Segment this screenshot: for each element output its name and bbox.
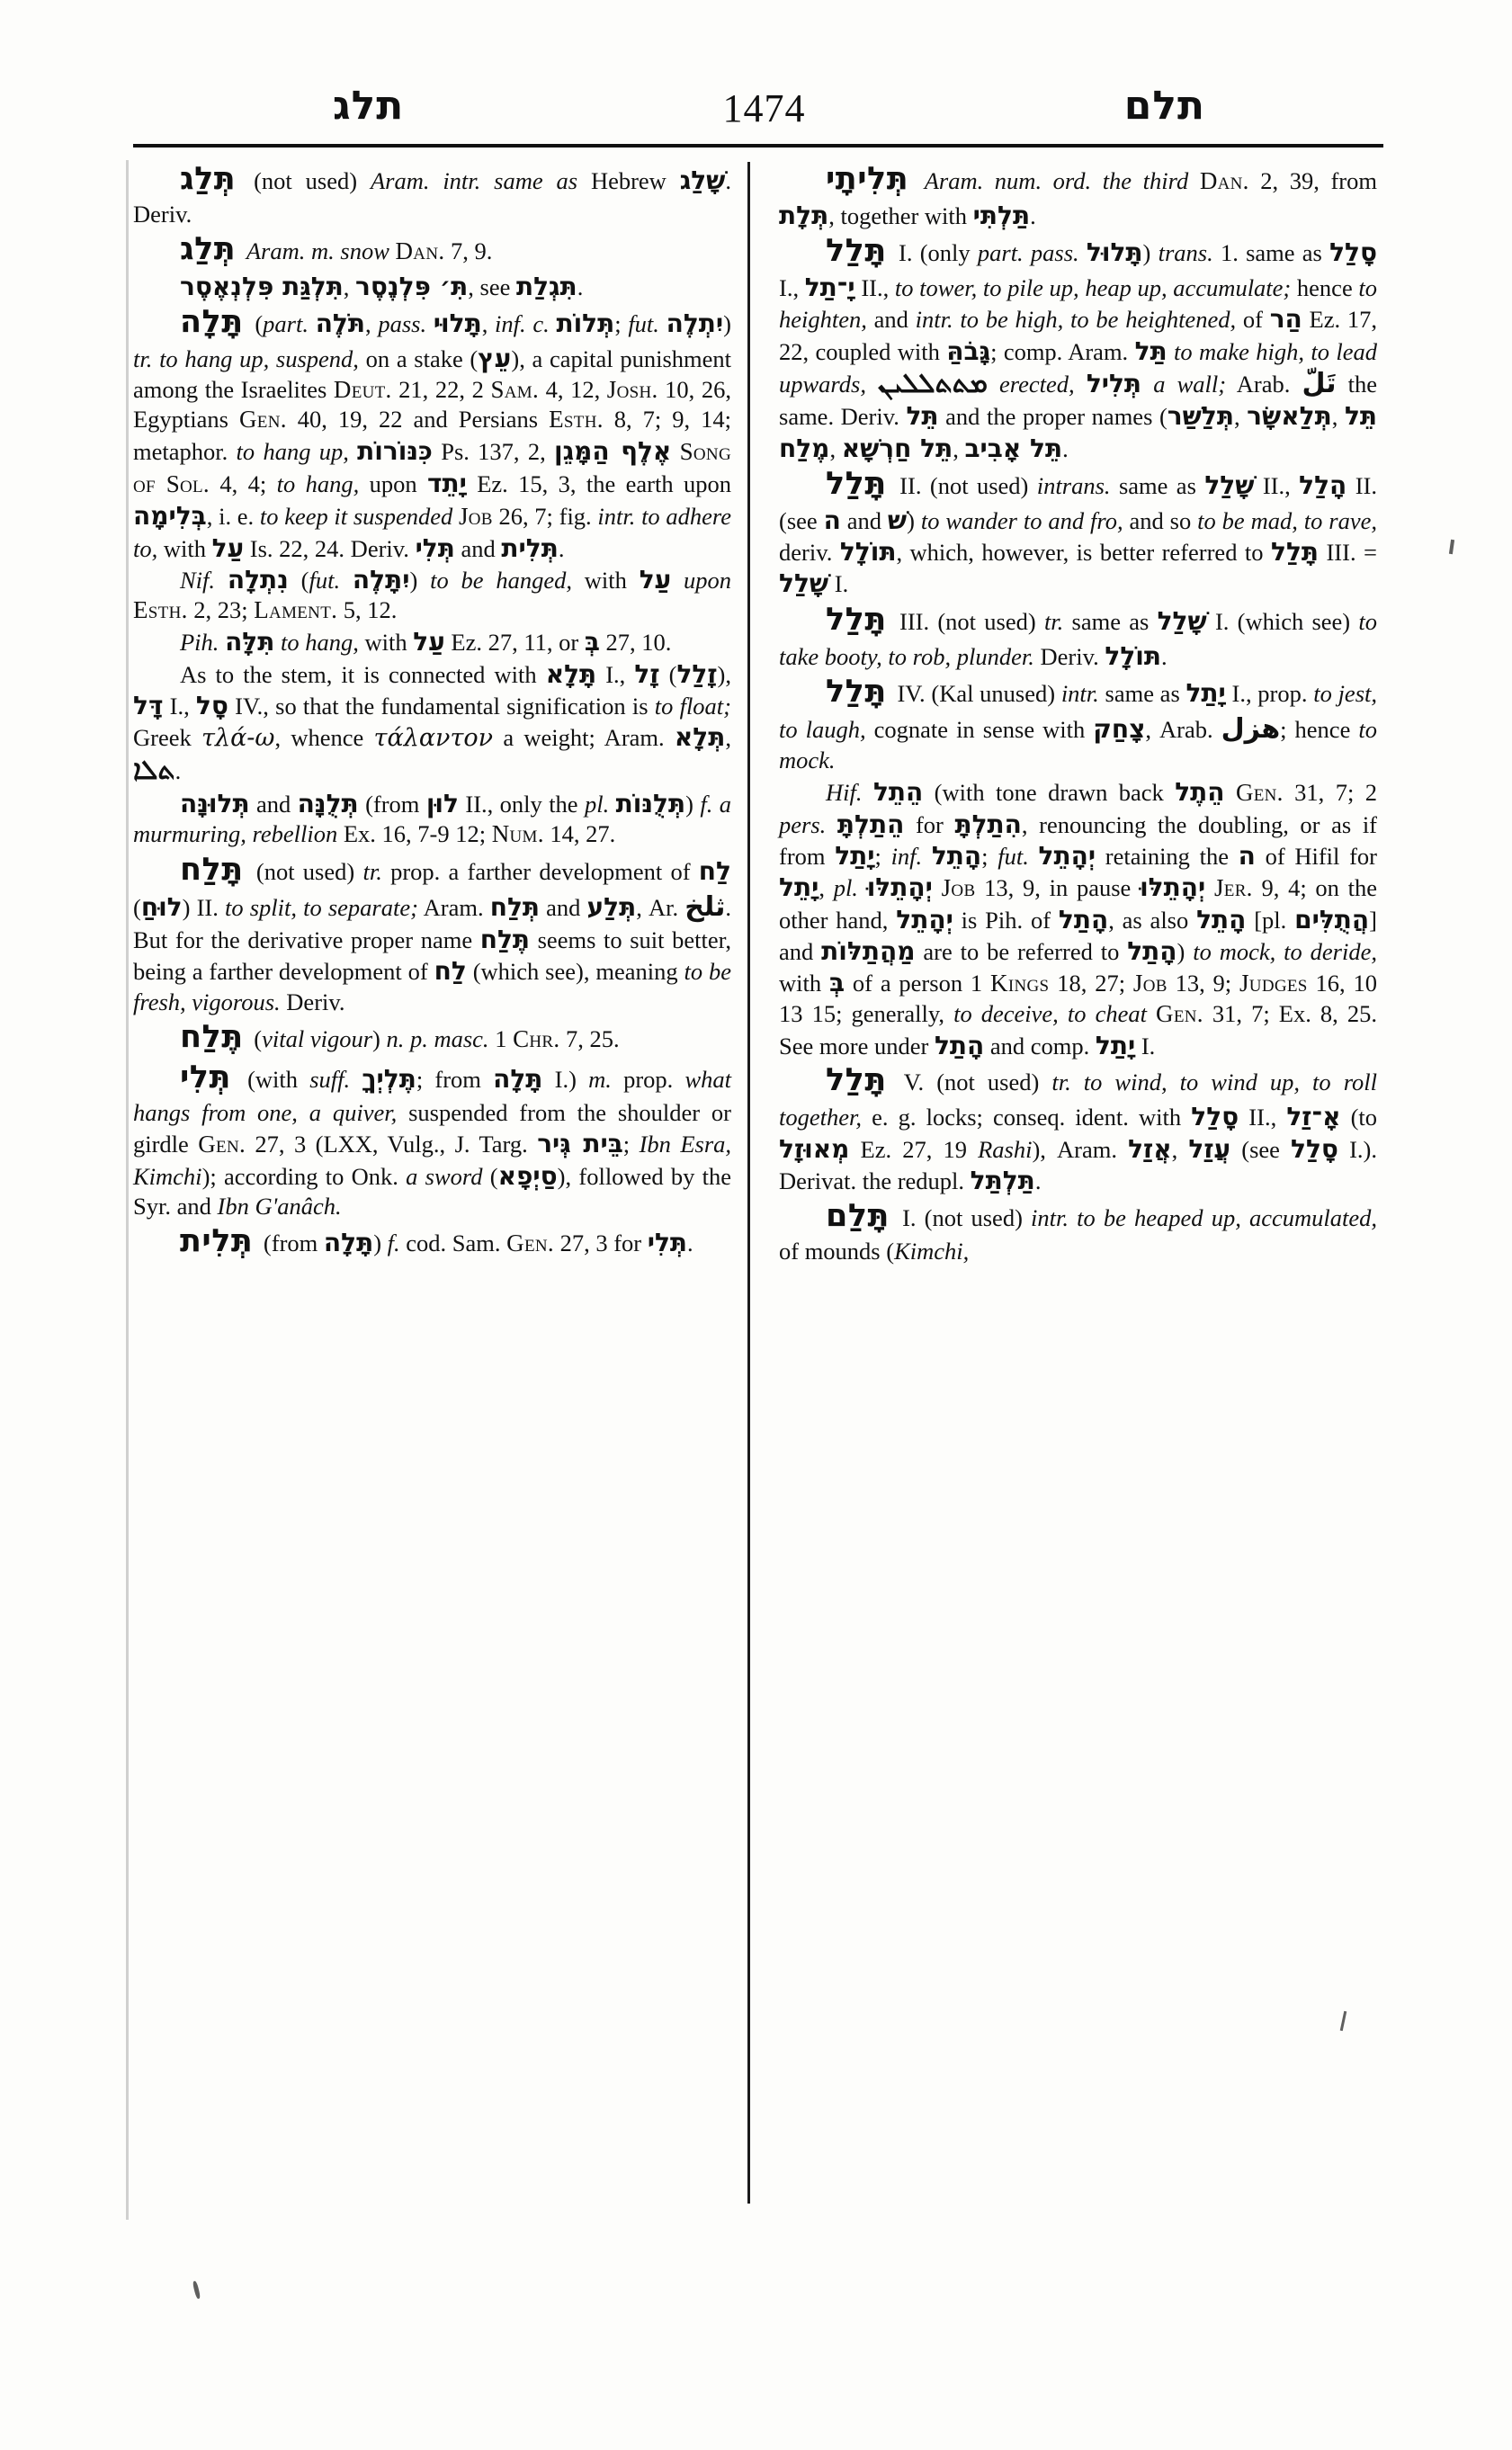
dictionary-entry: תָּלַל V. (not used) tr. to wind, to wind up, to roll together, e. g. locks; conseq. ident. with סָלַל II., אָ־זַל (to מְאוּזָל Ez. 27, 19 Rashi), Aram. אֲזַל, עֲזַל (see סָלַל I.). Derivat. the redupl. תַּלְתַּל. <box>779 1062 1378 1195</box>
dictionary-entry: תְּלִית (from תָּלָה) f. cod. Sam. Gen. 27, 3 for תְּלִי. <box>180 1223 693 1260</box>
dictionary-entry: תְּלַג Aram. m. snow Dan. 7, 9. <box>180 231 493 268</box>
two-column-body <box>133 160 1383 2220</box>
entry-subsection: Hif. הֵתֵל (with tone drawn back הֵתֶל Gen. 31, 7; 2 pers. הֵתַלְתָּ for הִתַלְתָּ, renouncing the doubling, or as if from יָתַל; inf. הָתֵל; fut. יְהָתֵל retaining the ה of Hifil for יָתֵל, pl. יְהָתֵלּוּ Job 13, 9, in pause יְהָתֵלּוּ Jer. 9, 4; on the other hand, יְהָתֵל is Pih. of הָתַל, as also הָתֵל [pl. הֲתֻלִּים] and מַהֲתַלּוֹת are to be referred to הָתַל) to mock, to deride, with בְּ of a person 1 Kings 18, 27; Job 13, 9; Judges 16, 10 13 15; generally, to deceive, to cheat Gen. 31, 7; Ex. 8, 25. See more under הָתַל and comp. יָתַל I. <box>779 776 1378 1061</box>
dictionary-entry: תָּלָה (part. תֹּלֶה, pass. תָּלוּי, inf. c. תְּלוֹת; fut. יִתְלֶה) tr. to hang up, suspend, on a stake (עֵץ), a capital punishment among the Israelites Deut. 21, 22, 2 Sam. 4, 12, Josh. 10, 26, Egyptians Gen. 40, 19, 22 and Persians Esth. 8, 7; 9, 14; metaphor. to hang up, כִּנּוֹרוֹת Ps. 137, 2, אֶלֶף הַמָּגֵן Song of Sol. 4, 4; to hang, upon יָתֵד Ez. 15, 3, the earth upon בְּלִימָה, i. e. to keep it suspended Job 26, 7; fig. intr. to adhere to, with עַל Is. 22, 24. Deriv. תְּלִי and תְּלִית. <box>133 304 731 563</box>
dictionary-entry: תְּלִיתָי Aram. num. ord. the third Dan. 2, 39, from תְּלָת, together with תַּלְתִּי. <box>779 161 1377 230</box>
dictionary-entry: תָּלַל I. (only part. pass. תָּלוּל) trans. 1. same as סָלַל I., יָ־תַל II., to tower, to pile up, heap up, accumulate; hence to heighten, and intr. to be high, to be heightened, of הַר Ez. 17, 22, coupled with גָּבֹהַּ; comp. Aram. תַּל to make high, to lead upwards, ܡܬܬܠܠܝܢ erected, תְּלִיל a wall; Arab. تَلّ the same. Deriv. תֵּל and the proper names (תְּלַשַּׁר, תְּלַאשָּׂר, תֵּל מֶלַח, תֵּל חַרְשָׁא, תֵּל אָבִיב. <box>779 233 1378 463</box>
dictionary-entry: תָּלַל IV. (Kal unused) intr. same as יָתַל I., prop. to jest, to laugh, cognate in sense with צָחַק, Arab. هزل; hence to mock. <box>779 673 1377 774</box>
entry-subsection: As to the stem, it is connected with תָּלָא I., זָל (זָלַל), דָּל I., סָל IV., so that the fundamental signification is to float; Greek τλά-ω, whence τάλαντον a weight; Aram. תְּלָא, ܬܠܐ. <box>133 658 731 786</box>
dictionary-entry: תָּלַם I. (not used) intr. to be heaped up, accumulated, of mounds (Kimchi, <box>779 1198 1377 1265</box>
running-head-right-lemma: תלם <box>1123 83 1205 129</box>
dictionary-entry: תְּלִי (with suff. תֶּלְיְךָ; from תָּלָה I.) m. prop. what hangs from one, a quiver, suspended from the shoulder or girdle Gen. 27, 3 (LXX, Vulg., J. Targ. בֵּית גְּיר; Ibn Esra, Kimchi); according to Onk. a sword (סַיְפָא), followed by the Syr. and Ibn G'anâch. <box>133 1059 732 1221</box>
dictionary-entry: תִּלְגַּת פִּלְנְאֶסֶר, תִּ׳ פִּלְנֶסֶר, see תִּגְלַת. <box>180 272 584 302</box>
header-rule <box>133 144 1383 148</box>
dictionary-entry: תָּלַח (not used) tr. prop. a farther development of לַח (לוּחַ) II. to split, to separate; Aram. תְּלַח and תְּלַע, Ar. ثلخ. But for the derivative proper name תֶּלַח seems to suit better, being a farther development of לַח (which see), meaning to be fresh, vigorous. Deriv. <box>133 851 732 1015</box>
dictionary-entry: תְּלַג (not used) Aram. intr. same as Hebrew שָׁלַג. Deriv. <box>133 161 732 228</box>
dictionary-entry: תָּלַל II. (not used) intrans. same as שָׁלַל II., הָלַל II. (see ה and שׁ) to wander to and fro, and so to be mad, to rave, deriv. תּוֹלָל, which, however, is better referred to תָּלַל III. = שָׁלַל I. <box>779 465 1378 599</box>
scan-speck <box>1449 540 1454 554</box>
running-head <box>162 79 1349 137</box>
dictionary-entry: תְּלוּנָּה and תְּלֻנָּה (from לוּן II., only the pl. תְּלֻנּוֹת) f. a murmuring, rebellion Ex. 16, 7-9 12; Num. 14, 27. <box>133 788 731 847</box>
scan-edge-artifact <box>126 160 129 2220</box>
scan-speck <box>192 2281 201 2300</box>
column-left <box>133 160 747 2220</box>
entry-subsection: Pih. תִּלָּה to hang, with עַל Ez. 27, 11, or בְּ 27, 10. <box>180 627 672 657</box>
page-number: 1474 <box>722 85 806 130</box>
running-head-left-lemma: תלג <box>333 83 405 129</box>
dictionary-entry: תָּלַל III. (not used) tr. same as שָׁלַל I. (which see) to take booty, to rob, plunder. Deriv. תּוֹלָל. <box>779 601 1378 671</box>
column-right <box>750 160 1377 2220</box>
entry-subsection: Nif. נִתְלָה (fut. יִתָּלֶה) to be hanged, with עַל upon Esth. 2, 23; Lament. 5, 12. <box>133 565 732 624</box>
dictionary-entry: תֶּלַח (vital vigour) n. p. masc. 1 Chr. 7, 25. <box>180 1018 620 1055</box>
